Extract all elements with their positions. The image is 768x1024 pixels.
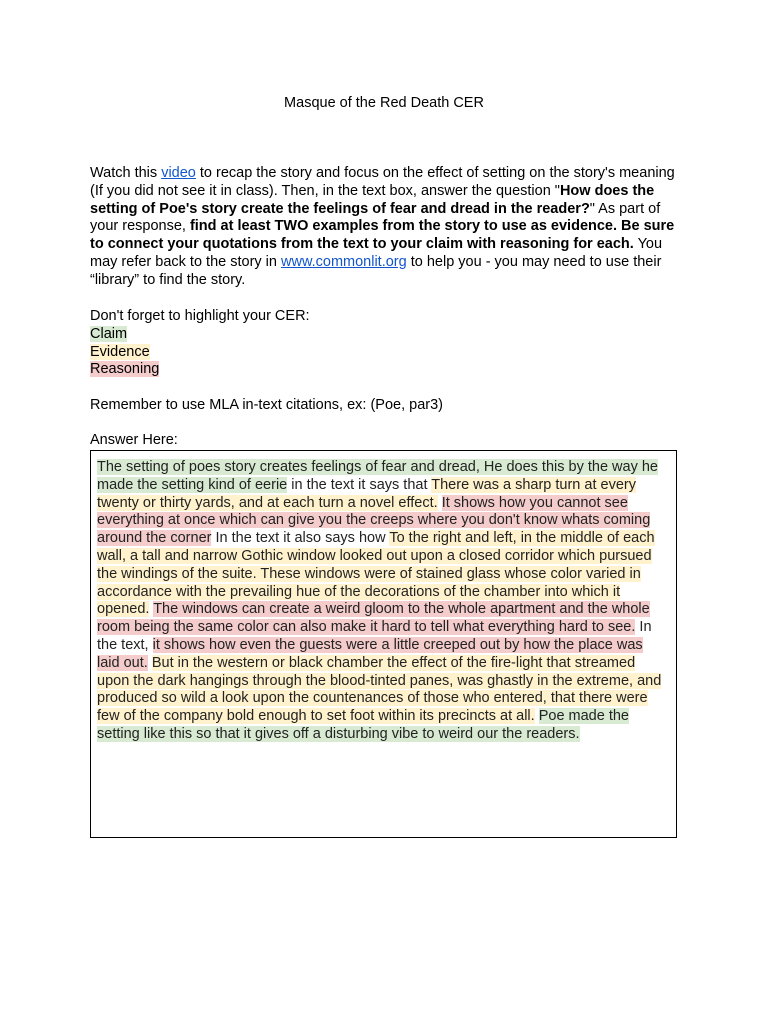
answer-text[interactable] xyxy=(97,459,669,744)
commonlit-link[interactable]: www.commonlit.org xyxy=(281,253,407,270)
intro-text-5: to help you - you may need to use their “library” to find the story. xyxy=(90,253,662,288)
mla-reminder: Remember to use MLA in-text citations, ex: (Poe, par3) xyxy=(90,397,443,413)
intro-text-3: " As part of your response, xyxy=(90,200,661,235)
claim-segment: Poe made the setting like this so that it gives off a disturbing vibe to weird our the readers. xyxy=(97,708,629,742)
legend-evidence: Evidence xyxy=(90,343,150,360)
claim-segment: The setting of poes story creates feelings of fear and dread, He does this by the way he made the setting kind of eerie xyxy=(97,459,658,493)
instruction-text: find at least TWO examples from the story to use as evidence. Be sure to connect your quotations from the text to your claim with reasoning for each. xyxy=(90,218,675,253)
intro-text-1: Watch this xyxy=(90,165,162,181)
plain-segment: In the text, xyxy=(97,619,652,653)
highlight-legend xyxy=(90,308,310,379)
page-title: Masque of the Red Death CER xyxy=(284,95,484,111)
reasoning-segment: it shows how even the guests were a little creeped out by how the place was laid out. xyxy=(97,636,643,671)
plain-segment: in the text it says that xyxy=(287,476,432,493)
reasoning-segment: The windows can create a weird gloom to the whole apartment and the whole room being the same color can also make it hard to tell what everything hard to see. xyxy=(97,601,650,636)
legend-claim: Claim xyxy=(90,325,128,342)
evidence-segment: To the right and left, in the middle of each wall, a tall and narrow Gothic window looked out upon a closed corridor which pursued the windings of the suite. These windows were of stained glass whose color varied in accordance with the prevailing hue of the decorations of the chamber into which it opened. xyxy=(97,530,655,618)
evidence-segment: But in the western or black chamber the effect of the fire-light that streamed upon the dark hangings through the blood-tinted panes, was ghastly in the extreme, and produced so wild a look upon the countenances of those who entered, that there were few of the company bold enough to set foot within its precincts at all. xyxy=(97,654,662,725)
question-text: How does the setting of Poe's story create the feelings of fear and dread in the reader? xyxy=(90,182,655,217)
reasoning-segment: It shows how you cannot see everything at once which can give you the creeps where you don't know whats coming around the corner xyxy=(97,494,651,547)
answer-text-box[interactable] xyxy=(90,450,677,838)
answer-label: Answer Here: xyxy=(90,432,178,448)
evidence-segment: There was a sharp turn at every twenty or thirty yards, and at each turn a novel effect. xyxy=(97,476,636,511)
instructions-paragraph xyxy=(90,165,682,290)
intro-text-4: You may refer back to the story in xyxy=(90,236,663,270)
video-link[interactable]: video xyxy=(161,165,196,181)
intro-text-2: to recap the story and focus on the effect of setting on the story's meaning (If you did not see it in class). Then, in the text box, answer the question " xyxy=(90,165,675,199)
highlight-reminder: Don't forget to highlight your CER: xyxy=(90,308,310,324)
plain-segment: In the text it also says how xyxy=(211,530,390,547)
legend-reasoning: Reasoning xyxy=(90,361,160,378)
